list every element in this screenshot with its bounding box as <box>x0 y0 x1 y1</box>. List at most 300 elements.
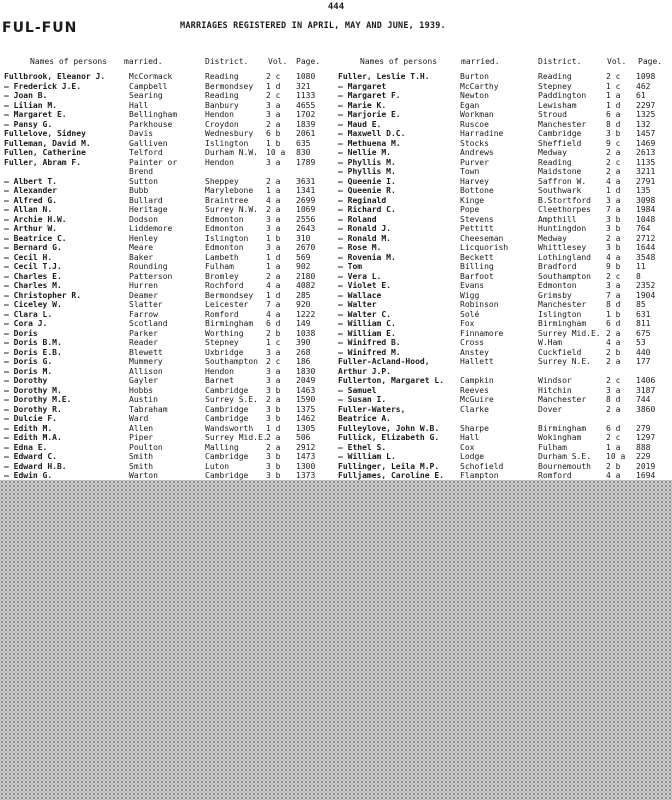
entry-spouse: Harvey <box>460 176 489 186</box>
entry-district: Cambridge <box>205 471 249 480</box>
entry-district: Huntingdon <box>538 224 587 233</box>
entry-district: Cambridge <box>205 452 249 461</box>
entry-district: Grimsby <box>538 290 572 300</box>
entry-spouse: Rounding <box>129 262 168 271</box>
entry-spouse: Searing <box>129 91 163 100</box>
entry-name: — Queenie R. <box>338 186 396 195</box>
entry-district: Ampthill <box>538 214 577 224</box>
header-names-right: Names of persons <box>360 57 438 66</box>
entry-spouse: Telford <box>129 148 163 157</box>
entry-vol: 1 a <box>266 186 281 195</box>
entry-name: — Winifred B. <box>338 338 401 347</box>
entry-district: Wandsworth <box>205 423 254 433</box>
entry-row <box>4 91 334 101</box>
entry-page: 1702 <box>296 110 316 119</box>
entry-page: 132 <box>636 119 651 129</box>
entry-spouse: Parker <box>129 328 158 338</box>
entry-row <box>338 414 670 424</box>
entry-spouse: Gayler <box>129 376 158 385</box>
register-title: MARRIAGES REGISTERED IN APRIL, MAY AND JUNE, 1939. <box>180 21 446 31</box>
entry-page: 2049 <box>296 376 316 385</box>
entry-row <box>4 414 334 424</box>
entry-vol: 1 c <box>266 338 281 347</box>
entry-name: — Margaret E. <box>4 110 67 119</box>
entry-district: Lambeth <box>205 252 239 262</box>
header-vol-left: Vol. <box>268 57 288 66</box>
entry-spouse: Reader <box>129 338 158 347</box>
entry-district: W.Ham <box>538 338 563 347</box>
entry-name: — Bernard G. <box>4 243 62 252</box>
entry-district: Medway <box>538 148 567 157</box>
entry-district: Reading <box>205 72 239 81</box>
entry-district: Bermondsey <box>205 81 254 91</box>
entry-vol: 1 d <box>266 423 281 433</box>
entry-name: Arthur J.P. <box>338 366 391 376</box>
entry-page: 744 <box>636 395 651 404</box>
entry-district: Leicester <box>205 300 249 309</box>
entry-district: Cambridge <box>538 129 582 138</box>
entry-row <box>338 215 670 225</box>
entry-name: — Walter C. <box>338 309 391 319</box>
entry-row <box>4 177 334 187</box>
entry-name: — Margaret <box>338 81 387 91</box>
entry-page: 1789 <box>296 157 316 167</box>
entry-spouse: Hallett <box>460 357 494 366</box>
entry-spouse: Henley <box>129 233 158 243</box>
entry-vol: 9 b <box>606 262 621 271</box>
entry-district: Marylebone <box>205 186 254 195</box>
entry-vol: 3 b <box>606 224 621 233</box>
entry-district: Southwark <box>538 186 582 195</box>
entry-name: — Marie K. <box>338 100 387 110</box>
entry-row <box>338 310 670 320</box>
entry-name: — Doris G. <box>4 357 53 366</box>
entry-name: — Rose M. <box>338 243 382 252</box>
entry-name: Fullelove, Sidney <box>4 129 86 138</box>
entry-vol: 2 a <box>266 395 281 404</box>
entry-page: 2643 <box>296 224 316 233</box>
entry-spouse: Bottone <box>460 186 494 195</box>
entry-district: Fulham <box>538 442 567 452</box>
entry-page: 1406 <box>636 376 656 385</box>
entry-name: — Charles E. <box>4 271 62 281</box>
entry-row <box>4 158 334 168</box>
entry-page: 2352 <box>636 281 656 290</box>
entry-row <box>4 120 334 130</box>
entry-name: Fulleylove, John W.B. <box>338 423 440 433</box>
entry-vol: 6 d <box>266 319 281 328</box>
entry-row <box>338 177 670 187</box>
entry-name: — Walter <box>338 300 377 309</box>
entry-name: Fuller, Abram F. <box>4 157 82 167</box>
entry-row <box>338 196 670 206</box>
entry-name: — Violet E. <box>338 281 391 290</box>
entry-spouse: Schofield <box>460 461 504 471</box>
entry-spouse: Stevens <box>460 214 494 224</box>
entry-name: — Beatrice C. <box>4 233 67 243</box>
entry-row <box>338 300 670 310</box>
entry-vol: 3 b <box>606 129 621 138</box>
entry-row <box>338 82 670 92</box>
entry-row <box>338 367 670 377</box>
entry-district: Sheffield <box>538 138 582 148</box>
entry-district: Edmonton <box>538 281 577 290</box>
entry-page: 85 <box>636 300 646 309</box>
entry-name: — Dorothy M.E. <box>4 395 72 404</box>
entry-page: 1048 <box>636 214 656 224</box>
entry-name: — Arthur W. <box>4 224 57 233</box>
entry-name: — Doris M. <box>4 366 53 376</box>
entry-page: 2712 <box>636 233 656 243</box>
header-district-right: District. <box>538 57 582 66</box>
entry-spouse: Liddemore <box>129 224 173 233</box>
entry-row <box>4 348 334 358</box>
entry-page: 11 <box>636 262 646 271</box>
entry-vol: 2 a <box>606 148 621 157</box>
entry-vol: 2 a <box>606 167 621 176</box>
entry-vol: 2 c <box>606 376 621 385</box>
entry-vol: 3 b <box>266 385 281 395</box>
entry-name: — Tom <box>338 262 363 271</box>
entry-row <box>338 348 670 358</box>
entry-vol: 1 b <box>266 233 281 243</box>
entry-vol: 1 d <box>266 290 281 300</box>
entry-name: — William E. <box>338 328 396 338</box>
entry-vol: 8 d <box>606 395 621 404</box>
entry-page: 888 <box>636 442 651 452</box>
entry-district: Birmingham <box>205 319 254 328</box>
entry-page: 920 <box>296 300 311 309</box>
entry-district: Bournemouth <box>538 461 591 471</box>
entry-name: — William L. <box>338 452 396 461</box>
entry-name: Fulljames, Caroline E. <box>338 471 444 480</box>
entry-vol: 2 a <box>266 271 281 281</box>
entry-row <box>338 243 670 253</box>
entry-spouse: Ward <box>129 414 149 423</box>
entry-page: 2061 <box>296 129 316 138</box>
entry-vol: 1 a <box>266 262 281 271</box>
entry-vol: 1 b <box>606 309 621 319</box>
header-married-right: married. <box>461 57 500 66</box>
entry-row <box>338 186 670 196</box>
entry-vol: 2 a <box>606 357 621 366</box>
entry-vol: 3 a <box>266 243 281 252</box>
entry-spouse: Hobbs <box>129 385 154 395</box>
entry-name: — Winifred M. <box>338 347 401 357</box>
entry-page: 2670 <box>296 243 316 252</box>
entry-vol: 3 b <box>606 243 621 252</box>
entry-row <box>4 139 334 149</box>
entry-vol: 2 c <box>266 91 281 100</box>
entry-row <box>4 101 334 111</box>
entry-district: Durham N.W. <box>205 148 258 157</box>
header-page-right: Page. <box>638 57 663 66</box>
entry-district: Bradford <box>538 262 577 271</box>
entry-page: 186 <box>296 357 311 366</box>
entry-vol: 10 a <box>606 452 626 461</box>
entry-name: — Doris E.B. <box>4 347 62 357</box>
entry-page: 1098 <box>636 72 656 81</box>
entry-row <box>338 376 670 386</box>
entry-district: Malling <box>205 442 239 452</box>
entry-spouse: Pettitt <box>460 224 494 233</box>
entry-district: Wokingham <box>538 433 582 442</box>
entry-spouse: Solé <box>460 309 480 319</box>
entry-page: 3187 <box>636 385 656 395</box>
entry-spouse: Blewett <box>129 347 163 357</box>
entry-row <box>4 224 334 234</box>
entry-row <box>4 319 334 329</box>
entry-district: Manchester <box>538 395 587 404</box>
entry-page: 1830 <box>296 366 316 376</box>
entry-page: 1325 <box>636 110 656 119</box>
entry-district: Hitchin <box>538 385 572 395</box>
entry-spouse: Campkin <box>460 376 494 385</box>
entry-name: — Edith M. <box>4 423 53 433</box>
entry-row <box>338 110 670 120</box>
entry-page: 4082 <box>296 281 316 290</box>
entry-district: Islington <box>205 138 249 148</box>
entry-vol: 1 b <box>266 138 281 148</box>
entry-district: Reading <box>205 91 239 100</box>
entry-page: 830 <box>296 148 311 157</box>
entry-row <box>338 120 670 130</box>
entry-page: 1644 <box>636 243 656 252</box>
entry-district: Surrey N.W. <box>205 205 258 214</box>
entry-spouse: Smith <box>129 461 154 471</box>
entry-vol: 2 c <box>266 357 281 366</box>
entry-district: Wednesbury <box>205 129 254 138</box>
entry-row <box>338 234 670 244</box>
entry-page: 279 <box>636 423 651 433</box>
entry-name: — Cecil H. <box>4 252 53 262</box>
entry-vol: 3 b <box>266 471 281 480</box>
entry-row <box>338 329 670 339</box>
entry-page: 53 <box>636 338 646 347</box>
entry-name: Fuller, Leslie T.H. <box>338 72 430 81</box>
entry-row <box>4 329 334 339</box>
entry-name: — Clara L. <box>4 309 53 319</box>
entry-name: — Roland <box>338 214 377 224</box>
entry-district: Fulham <box>205 262 234 271</box>
entry-district: Edmonton <box>205 243 244 252</box>
entry-district: Rochford <box>205 281 244 290</box>
entry-spouse: Bubb <box>129 186 149 195</box>
halftone-mask-area <box>0 480 672 800</box>
entry-vol: 3 a <box>266 376 281 385</box>
entry-row <box>4 215 334 225</box>
entry-page: 1469 <box>636 138 656 148</box>
entry-row <box>338 357 670 367</box>
entry-vol: 2 a <box>266 433 281 442</box>
entry-vol: 2 a <box>606 233 621 243</box>
entry-name: — Lilian M. <box>4 100 57 110</box>
entry-name: — William C. <box>338 319 396 328</box>
entry-spouse: Hurren <box>129 281 158 290</box>
entry-row <box>4 310 334 320</box>
entry-page: 675 <box>636 328 651 338</box>
entry-name: — Reginald <box>338 195 387 205</box>
entry-spouse: Patterson <box>129 271 173 281</box>
entry-page: 1462 <box>296 414 316 423</box>
entry-vol: 7 a <box>606 290 621 300</box>
entry-vol: 3 b <box>266 452 281 461</box>
entry-name: — Phyllis M. <box>338 167 396 176</box>
entry-name: — Christopher R. <box>4 290 82 300</box>
entry-spouse: Hall <box>129 100 149 110</box>
header-vol-right: Vol. <box>607 57 627 66</box>
entry-spouse: Lodge <box>460 452 485 461</box>
entry-vol: 1 a <box>606 91 621 100</box>
entry-vol: 4 a <box>606 338 621 347</box>
entry-spouse: Stocks <box>460 138 489 148</box>
entry-page: 268 <box>296 347 311 357</box>
entry-vol: 4 a <box>606 471 621 480</box>
entry-row <box>338 158 670 168</box>
name-range-label: FUL-FUN <box>2 20 78 36</box>
entry-spouse: Bellingham <box>129 110 178 119</box>
entry-row <box>338 452 670 462</box>
entry-district: Whittlesey <box>538 243 587 252</box>
entry-district: Southampton <box>205 357 258 366</box>
entry-vol: 2 a <box>266 176 281 186</box>
entry-vol: 6 d <box>606 319 621 328</box>
entry-name: Beatrice A. <box>338 414 391 423</box>
entry-vol: 4 a <box>606 252 621 262</box>
entry-page: 149 <box>296 319 311 328</box>
entry-spouse: Heritage <box>129 205 168 214</box>
entry-spouse: Licquorish <box>460 243 509 252</box>
entry-row <box>338 262 670 272</box>
entry-spouse: Clarke <box>460 404 489 414</box>
entry-name: — Dorothy R. <box>4 404 62 414</box>
entry-name: — Edna E. <box>4 442 48 452</box>
entry-name: — Rovenia M. <box>338 252 396 262</box>
entry-row <box>4 234 334 244</box>
entry-row <box>338 139 670 149</box>
entry-name: — Dulcie F. <box>4 414 57 423</box>
entry-spouse: Sharpe <box>460 423 489 433</box>
entry-row <box>4 395 334 405</box>
entry-page: 2613 <box>636 148 656 157</box>
entry-spouse: Deamer <box>129 290 158 300</box>
entry-district: Barnet <box>205 376 234 385</box>
entry-spouse: Purver <box>460 157 489 167</box>
entry-vol: 2 b <box>606 347 621 357</box>
entry-page: 321 <box>296 81 311 91</box>
entry-row <box>338 443 670 453</box>
header-names-left: Names of persons <box>30 57 108 66</box>
entry-vol: 3 b <box>266 414 281 423</box>
entry-district: Lothingland <box>538 252 591 262</box>
entry-district: Edmonton <box>205 214 244 224</box>
entry-spouse: Billing <box>460 262 494 271</box>
entry-name: Fuller-Waters, <box>338 404 406 414</box>
entry-name: — Alexander <box>4 186 57 195</box>
entry-vol: 6 d <box>606 423 621 433</box>
entry-page: 390 <box>296 338 311 347</box>
entry-page: 3860 <box>636 404 656 414</box>
entry-district: Hendon <box>205 157 234 167</box>
entry-name: — Ronald J. <box>338 224 391 233</box>
entry-vol: 8 d <box>606 119 621 129</box>
entry-district: Birmingham <box>538 319 587 328</box>
entry-row <box>4 148 334 158</box>
entry-spouse: Wigg <box>460 290 480 300</box>
entry-spouse: Campbell <box>129 81 168 91</box>
entry-spouse: Smith <box>129 452 154 461</box>
entry-spouse: Baker <box>129 252 154 262</box>
entry-name: — Maud E. <box>338 119 382 129</box>
entry-vol: 2 a <box>266 119 281 129</box>
entry-spouse: Mummery <box>129 357 163 366</box>
entry-district: Medway <box>538 233 567 243</box>
entry-name: Fullinger, Leila M.P. <box>338 461 440 471</box>
entry-page: 1135 <box>636 157 656 167</box>
entry-district: Croydon <box>205 119 239 129</box>
entry-page: 1133 <box>296 91 316 100</box>
entry-district: Durham S.E. <box>538 452 591 461</box>
entry-spouse: Cox <box>460 442 475 452</box>
entry-page: 2180 <box>296 271 316 281</box>
entry-name: — Edith M.A. <box>4 433 62 442</box>
entry-spouse: Evans <box>460 281 485 290</box>
entry-spouse: Barfoot <box>460 271 494 281</box>
entry-name: — Charles M. <box>4 281 62 290</box>
entry-district: Cambridge <box>205 414 249 423</box>
entry-district: Reading <box>538 157 572 167</box>
entry-page: 1984 <box>636 205 656 214</box>
entry-spouse: Fox <box>460 319 475 328</box>
entry-row <box>4 443 334 453</box>
entry-spouse: Warton <box>129 471 158 480</box>
entry-page: 1222 <box>296 309 316 319</box>
entry-district: Paddington <box>538 91 587 100</box>
entry-district: Maidstone <box>538 167 582 176</box>
entry-spouse: Workman <box>460 110 494 119</box>
entry-district: Stroud <box>538 110 567 119</box>
entry-district: Reading <box>538 72 572 81</box>
entry-name: — Doris B.M. <box>4 338 62 347</box>
entry-district: Bromley <box>205 271 239 281</box>
entry-name: — Edward H.B. <box>4 461 67 471</box>
entry-vol: 2 a <box>606 328 621 338</box>
entry-spouse: Reeves <box>460 385 489 395</box>
entry-row <box>4 433 334 443</box>
entry-page: 61 <box>636 91 646 100</box>
entry-row <box>4 376 334 386</box>
entry-spouse: Allen <box>129 423 154 433</box>
entry-row <box>338 205 670 215</box>
entry-name: — Frederick J.E. <box>4 81 82 91</box>
entry-vol: 4 a <box>606 176 621 186</box>
entry-row <box>4 196 334 206</box>
entry-vol: 4 a <box>266 281 281 290</box>
entry-spouse: Parkhouse <box>129 119 173 129</box>
entry-name: Fullick, Elizabeth G. <box>338 433 440 442</box>
entry-page: 3098 <box>636 195 656 205</box>
entry-district: Dover <box>538 404 563 414</box>
entry-page: 1904 <box>636 290 656 300</box>
entry-vol: 1 d <box>606 100 621 110</box>
entry-row <box>4 300 334 310</box>
entry-spouse: Galliven <box>129 138 168 148</box>
entry-name: — Dorothy M. <box>4 385 62 395</box>
entry-vol: 7 a <box>266 300 281 309</box>
entry-row <box>338 224 670 234</box>
entry-row <box>4 205 334 215</box>
entry-row <box>338 167 670 177</box>
